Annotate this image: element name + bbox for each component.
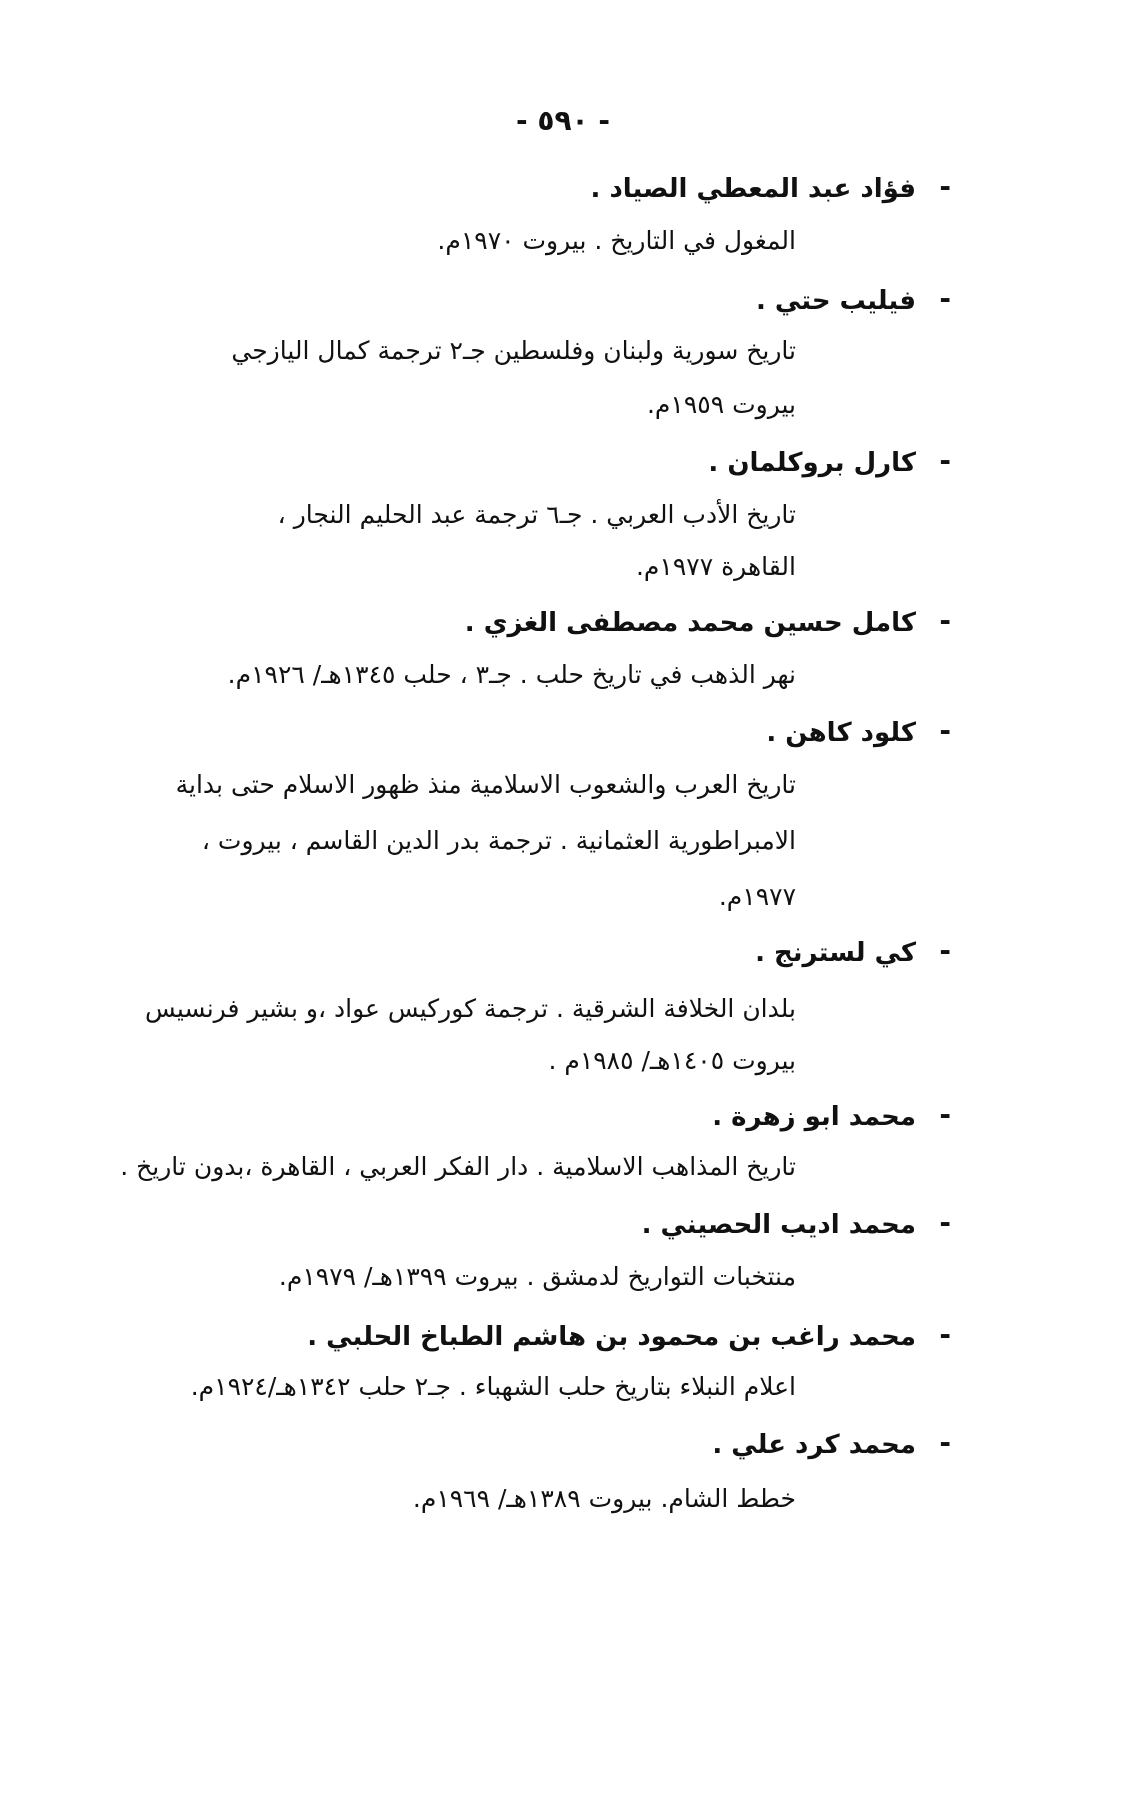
entry-line: نهر الذهب في تاريخ حلب . جـ٣ ، حلب ١٣٤٥هـ/ ١٩٢٦م. xyxy=(227,660,796,689)
entry-dash: - xyxy=(939,934,951,967)
entry-line: بلدان الخلافة الشرقية . ترجمة كوركيس عواد ،و بشير فرنسيس xyxy=(144,994,796,1023)
entry-author: فيليب حتي . xyxy=(755,286,916,316)
entry-line: بيروت ١٩٥٩م. xyxy=(646,390,796,419)
entry-line: تاريخ الأدب العربي . جـ٦ ترجمة عبد الحليم النجار ، xyxy=(277,500,796,529)
entry-author: فؤاد عبد المعطي الصياد . xyxy=(590,174,916,204)
entry-line: تاريخ سورية ولبنان وفلسطين جـ٢ ترجمة كمال اليازجي xyxy=(231,336,796,365)
entry-dash: - xyxy=(939,714,951,747)
entry-author: كلود كاهن . xyxy=(766,718,916,748)
page-number: - ٥٩٠ - xyxy=(515,104,611,137)
entry-line: القاهرة ١٩٧٧م. xyxy=(635,552,796,581)
entry-line: الامبراطورية العثمانية . ترجمة بدر الدين القاسم ، بيروت ، xyxy=(201,826,796,855)
entry-dash: - xyxy=(939,170,951,203)
entry-line: تاريخ المذاهب الاسلامية . دار الفكر العربي ، القاهرة ،بدون تاريخ . xyxy=(120,1152,796,1181)
entry-dash: - xyxy=(939,1098,951,1131)
entry-dash: - xyxy=(939,444,951,477)
entry-author: كي لسترنج . xyxy=(755,938,916,968)
entry-line: منتخبات التواريخ لدمشق . بيروت ١٣٩٩هـ/ ١٩٧٩م. xyxy=(278,1262,796,1291)
entry-author: محمد راغب بن محمود بن هاشم الطباخ الحلبي . xyxy=(307,1322,916,1352)
entry-dash: - xyxy=(939,1206,951,1239)
entry-author: كارل بروكلمان . xyxy=(708,448,916,478)
entry-line: المغول في التاريخ . بيروت ١٩٧٠م. xyxy=(437,226,796,255)
entry-dash: - xyxy=(939,1426,951,1459)
entry-author: محمد كرد علي . xyxy=(712,1430,916,1460)
entry-line: بيروت ١٤٠٥هـ/ ١٩٨٥م . xyxy=(548,1046,796,1075)
entry-line: تاريخ العرب والشعوب الاسلامية منذ ظهور الاسلام حتى بداية xyxy=(175,770,796,799)
entry-dash: - xyxy=(939,282,951,315)
entry-line: خطط الشام. بيروت ١٣٨٩هـ/ ١٩٦٩م. xyxy=(412,1484,796,1513)
entry-line: اعلام النبلاء بتاريخ حلب الشهباء . جـ٢ حلب ١٣٤٢هـ/١٩٢٤م. xyxy=(190,1372,796,1401)
entry-author: محمد ابو زهرة . xyxy=(712,1102,916,1132)
entry-dash: - xyxy=(939,1318,951,1351)
entry-author: محمد اديب الحصيني . xyxy=(641,1210,916,1240)
entry-author: كامل حسين محمد مصطفى الغزي . xyxy=(464,608,916,638)
entry-dash: - xyxy=(939,604,951,637)
entry-line: ١٩٧٧م. xyxy=(718,882,796,911)
